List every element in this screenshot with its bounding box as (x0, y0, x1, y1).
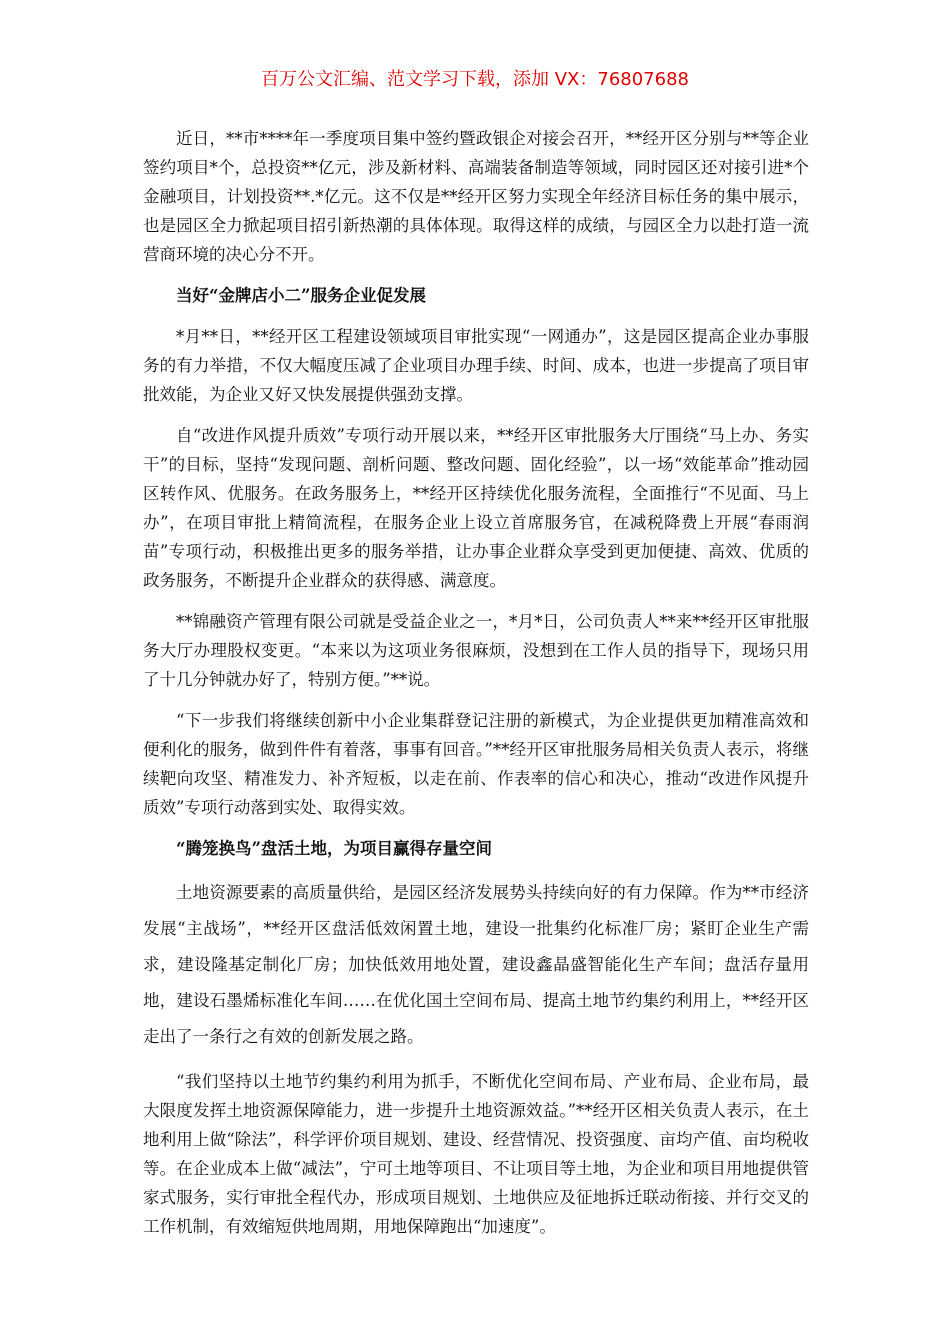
download-banner: 百万公文汇编、范文学习下载，添加 VX：76807688 (261, 69, 689, 90)
paragraph-style-improvement: 自“改进作风提升质效”专项行动开展以来，**经开区审批服务大厅围绕“马上办、务实干”的目标，坚持“发现问题、剖析问题、整改问题、固化经验”，以一场“效能革命”推动园区转作风、优服务。在政务服务上，**经开区持续优化服务流程，全面推行“不见面、马上办”，在项目审批上精简流程，在服务企业上设立首席服务官，在减税降费上开展“春雨润苗”专项行动，积极推出更多的服务举措，让办事企业群众享受到更加便捷、高效、优质的政务服务，不断提升企业群众的获得感、满意度。 (143, 426, 809, 590)
section-heading-service: 当好“金牌店小二”服务企业促发展 (176, 286, 426, 305)
section-heading-land: “腾笼换鸟”盘活土地，为项目赢得存量空间 (176, 839, 492, 858)
paragraph-one-network: *月**日，**经开区工程建设领域项目审批实现“一网通办”，这是园区提高企业办事服务的有力举措，不仅大幅度压减了企业项目办理手续、时间、成本，也进一步提高了项目审批效能，为企业又好又快发展提供强劲支撑。 (143, 327, 809, 404)
paragraph-next-step: “下一步我们将继续创新中小企业集群登记注册的新模式，为企业提供更加精准高效和便利化的服务，做到件件有着落，事事有回音。”**经开区审批服务局相关负责人表示，将继续靶向攻坚、精准发力、补齐短板，以走在前、作表率的信心和决心，推动“改进作风提升质效”专项行动落到实处、取得实效。 (143, 711, 809, 817)
paragraph-intro: 近日，**市****年一季度项目集中签约暨政银企对接会召开，**经开区分别与**等企业签约项目*个，总投资**亿元，涉及新材料、高端装备制造等领域，同时园区还对接引进*个金融项目，计划投资**.*亿元。这不仅是**经开区努力实现全年经济目标任务的集中展示，也是园区全力掀起项目招引新热潮的具体体现。取得这样的成绩，与园区全力以赴打造一流营商环境的决心分不开。 (143, 129, 809, 264)
paragraph-land-supply: 土地资源要素的高质量供给，是园区经济发展势头持续向好的有力保障。作为**市经济发展“主战场”，**经开区盘活低效闲置土地，建设一批集约化标准厂房；紧盯企业生产需求，建设隆基定制化厂房；加快低效用地处置，建设鑫晶盛智能化生产车间；盘活存量用地，建设石墨烯标准化车间……在优化国土空间布局、提高土地节约集约利用上，**经开区走出了一条行之有效的创新发展之路。 (143, 883, 809, 1046)
article-body (143, 124, 809, 1253)
paragraph-company-example: **锦融资产管理有限公司就是受益企业之一，*月*日，公司负责人**来**经开区审批服务大厅办理股权变更。“本来以为这项业务很麻烦，没想到在工作人员的指导下，现场只用了十几分钟就办好了，特别方便。”**说。 (143, 612, 809, 689)
paragraph-land-use: “我们坚持以土地节约集约利用为抓手，不断优化空间布局、产业布局、企业布局，最大限度发挥土地资源保障能力，进一步提升土地资源效益。”**经开区相关负责人表示，在土地利用上做“除法”，科学评价项目规划、建设、经营情况、投资强度、亩均产值、亩均税收等。在企业成本上做“减法”，宁可土地等项目、不让项目等土地，为企业和项目用地提供管家式服务，实行审批全程代办，形成项目规划、土地供应及征地拆迁联动衔接、并行交叉的工作机制，有效缩短供地周期，用地保障跑出“加速度”。 (143, 1072, 809, 1236)
